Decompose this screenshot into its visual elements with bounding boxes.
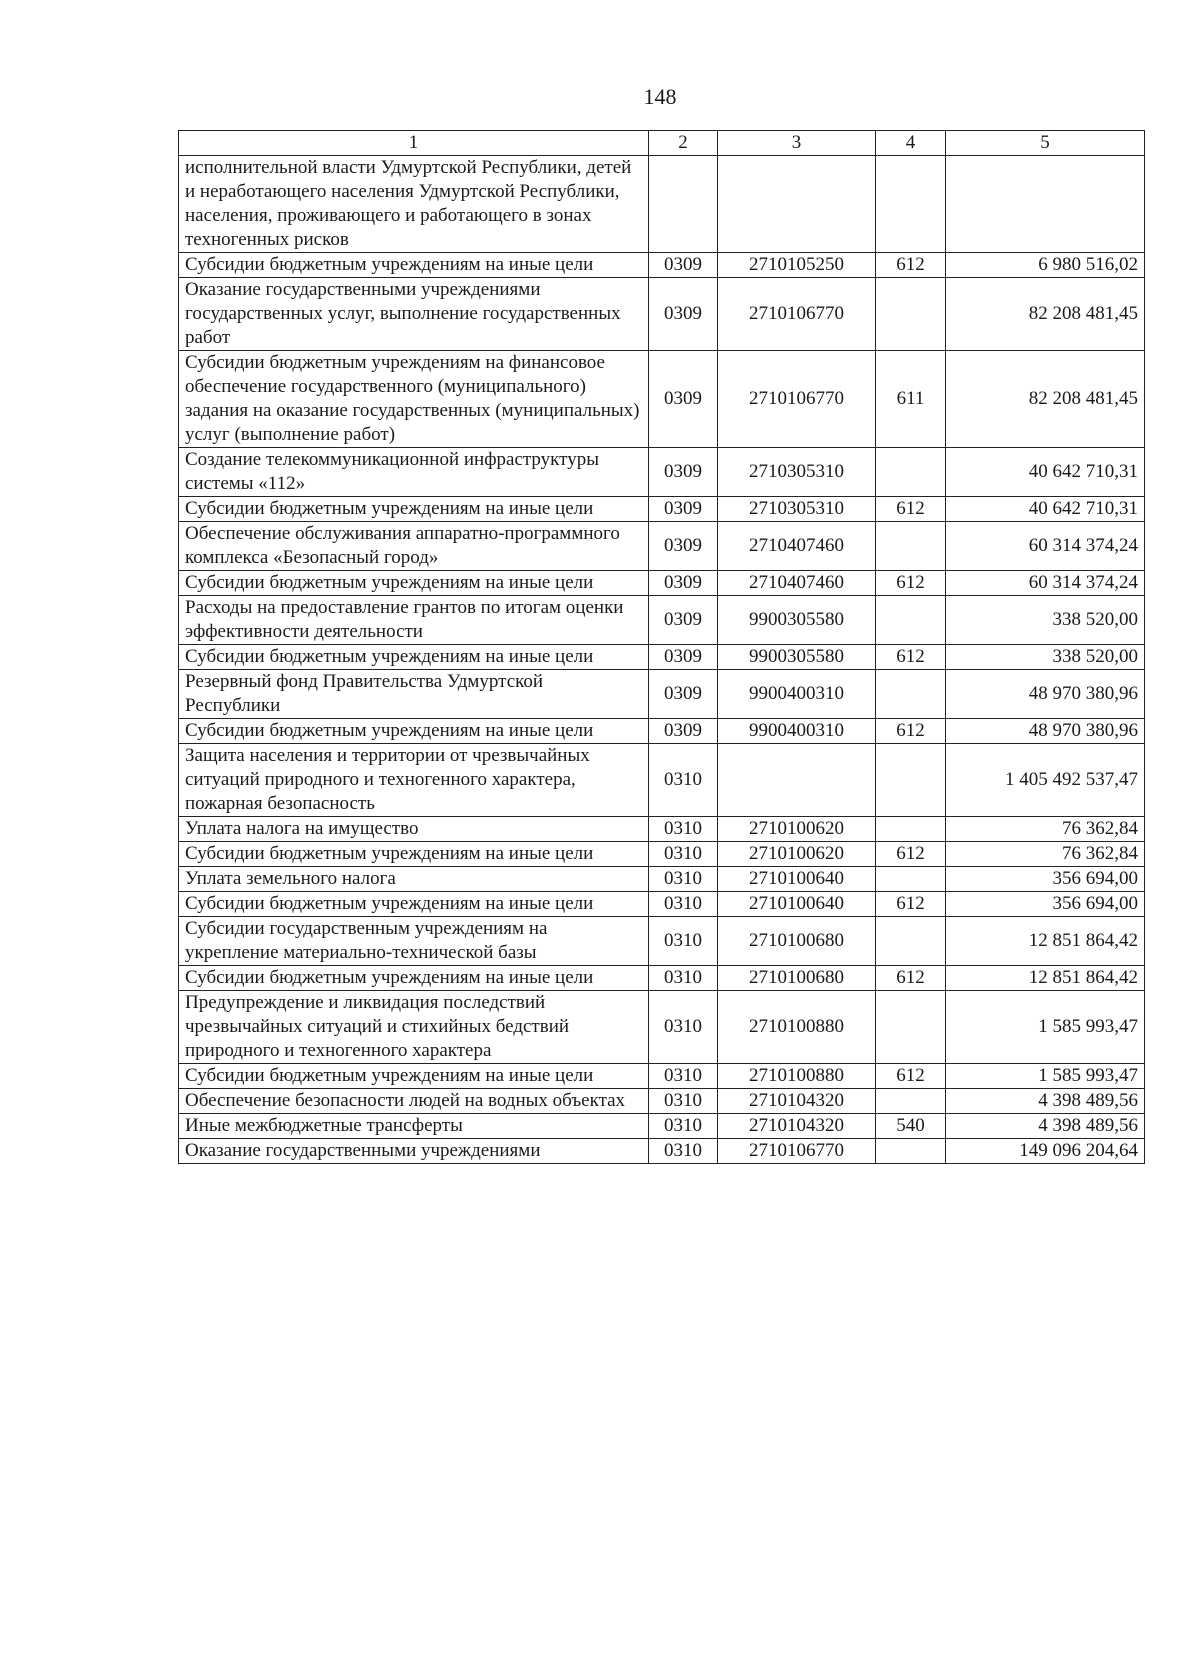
expense-name-cell: Обеспечение безопасности людей на водных объектах bbox=[179, 1089, 649, 1114]
amount-cell: 356 694,00 bbox=[946, 892, 1145, 917]
expense-type-cell: 612 bbox=[876, 253, 946, 278]
expense-type-cell: 612 bbox=[876, 645, 946, 670]
table-row bbox=[179, 670, 1145, 719]
section-code-cell: 0310 bbox=[649, 1139, 718, 1164]
table-row bbox=[179, 817, 1145, 842]
table-row bbox=[179, 744, 1145, 817]
target-article-cell: 2710100680 bbox=[718, 966, 876, 991]
page-number: 148 bbox=[643, 84, 677, 109]
amount-cell: 60 314 374,24 bbox=[946, 522, 1145, 571]
expense-name-cell: Субсидии бюджетным учреждениям на иные цели bbox=[179, 645, 649, 670]
amount-cell: 1 405 492 537,47 bbox=[946, 744, 1145, 817]
amount-cell: 40 642 710,31 bbox=[946, 497, 1145, 522]
target-article-cell: 2710100640 bbox=[718, 867, 876, 892]
expense-type-cell bbox=[876, 670, 946, 719]
section-code-cell: 0309 bbox=[649, 497, 718, 522]
section-code-cell: 0310 bbox=[649, 817, 718, 842]
table-row bbox=[179, 351, 1145, 448]
section-code-cell: 0309 bbox=[649, 253, 718, 278]
table-row bbox=[179, 1089, 1145, 1114]
table-row bbox=[179, 645, 1145, 670]
budget-table bbox=[178, 130, 1145, 1164]
target-article-cell bbox=[718, 744, 876, 817]
expense-type-cell: 612 bbox=[876, 497, 946, 522]
table-row bbox=[179, 892, 1145, 917]
amount-cell: 1 585 993,47 bbox=[946, 1064, 1145, 1089]
table-row bbox=[179, 966, 1145, 991]
amount-cell: 12 851 864,42 bbox=[946, 966, 1145, 991]
amount-cell: 4 398 489,56 bbox=[946, 1089, 1145, 1114]
expense-type-cell bbox=[876, 596, 946, 645]
expense-type-cell: 612 bbox=[876, 719, 946, 744]
expense-type-cell bbox=[876, 817, 946, 842]
expense-name-cell: Предупреждение и ликвидация последствий чрезвычайных ситуаций и стихийных бедствий природного и техногенного характера bbox=[179, 991, 649, 1064]
expense-name-cell: Субсидии бюджетным учреждениям на иные цели bbox=[179, 719, 649, 744]
section-code-cell: 0310 bbox=[649, 892, 718, 917]
section-code-cell: 0310 bbox=[649, 1114, 718, 1139]
expense-name-cell: исполнительной власти Удмуртской Республики, детей и неработающего населения Удмуртской Республики, населения, проживающего и работающего в зонах техногенных рисков bbox=[179, 156, 649, 253]
target-article-cell: 2710100680 bbox=[718, 917, 876, 966]
expense-type-cell: 612 bbox=[876, 1064, 946, 1089]
amount-cell: 82 208 481,45 bbox=[946, 351, 1145, 448]
section-code-cell: 0309 bbox=[649, 522, 718, 571]
expense-name-cell: Уплата земельного налога bbox=[179, 867, 649, 892]
amount-cell: 76 362,84 bbox=[946, 817, 1145, 842]
expense-name-cell: Создание телекоммуникационной инфраструктуры системы «112» bbox=[179, 448, 649, 497]
expense-name-cell: Субсидии бюджетным учреждениям на иные цели bbox=[179, 1064, 649, 1089]
table-row bbox=[179, 719, 1145, 744]
table-row bbox=[179, 1139, 1145, 1164]
expense-type-cell bbox=[876, 522, 946, 571]
section-code-cell: 0309 bbox=[649, 670, 718, 719]
expense-name-cell: Субсидии бюджетным учреждениям на иные цели bbox=[179, 497, 649, 522]
amount-cell: 12 851 864,42 bbox=[946, 917, 1145, 966]
section-code-cell: 0310 bbox=[649, 1089, 718, 1114]
expense-type-cell bbox=[876, 867, 946, 892]
expense-name-cell: Субсидии бюджетным учреждениям на иные цели bbox=[179, 842, 649, 867]
target-article-cell: 9900400310 bbox=[718, 719, 876, 744]
section-code-cell: 0310 bbox=[649, 744, 718, 817]
expense-name-cell: Субсидии бюджетным учреждениям на иные цели bbox=[179, 571, 649, 596]
table-row bbox=[179, 917, 1145, 966]
table-row bbox=[179, 596, 1145, 645]
amount-cell: 149 096 204,64 bbox=[946, 1139, 1145, 1164]
column-header: 5 bbox=[946, 131, 1145, 156]
expense-name-cell: Расходы на предоставление грантов по итогам оценки эффективности деятельности bbox=[179, 596, 649, 645]
section-code-cell: 0310 bbox=[649, 966, 718, 991]
target-article-cell: 2710104320 bbox=[718, 1114, 876, 1139]
expense-name-cell: Защита населения и территории от чрезвычайных ситуаций природного и техногенного характера, пожарная безопасность bbox=[179, 744, 649, 817]
expense-type-cell: 612 bbox=[876, 892, 946, 917]
expense-name-cell: Оказание государственными учреждениями государственных услуг, выполнение государственных работ bbox=[179, 278, 649, 351]
target-article-cell: 2710106770 bbox=[718, 1139, 876, 1164]
amount-cell: 6 980 516,02 bbox=[946, 253, 1145, 278]
section-code-cell: 0309 bbox=[649, 351, 718, 448]
table-row bbox=[179, 156, 1145, 253]
expense-type-cell bbox=[876, 1139, 946, 1164]
target-article-cell: 2710100880 bbox=[718, 1064, 876, 1089]
expense-name-cell: Субсидии государственным учреждениям на укрепление материально-технической базы bbox=[179, 917, 649, 966]
target-article-cell: 9900305580 bbox=[718, 596, 876, 645]
expense-name-cell: Субсидии бюджетным учреждениям на финансовое обеспечение государственного (муниципального) задания на оказание государственных (муниципальных) услуг (выполнение работ) bbox=[179, 351, 649, 448]
target-article-cell: 2710305310 bbox=[718, 497, 876, 522]
table-row bbox=[179, 253, 1145, 278]
expense-type-cell: 612 bbox=[876, 842, 946, 867]
expense-type-cell bbox=[876, 278, 946, 351]
amount-cell: 48 970 380,96 bbox=[946, 670, 1145, 719]
target-article-cell: 2710305310 bbox=[718, 448, 876, 497]
expense-name-cell: Субсидии бюджетным учреждениям на иные цели bbox=[179, 892, 649, 917]
amount-cell: 338 520,00 bbox=[946, 645, 1145, 670]
table-row bbox=[179, 1114, 1145, 1139]
section-code-cell: 0309 bbox=[649, 278, 718, 351]
target-article-cell: 9900305580 bbox=[718, 645, 876, 670]
section-code-cell: 0310 bbox=[649, 917, 718, 966]
expense-name-cell: Оказание государственными учреждениями bbox=[179, 1139, 649, 1164]
section-code-cell bbox=[649, 156, 718, 253]
section-code-cell: 0310 bbox=[649, 842, 718, 867]
section-code-cell: 0310 bbox=[649, 1064, 718, 1089]
amount-cell: 40 642 710,31 bbox=[946, 448, 1145, 497]
section-code-cell: 0309 bbox=[649, 645, 718, 670]
target-article-cell: 2710100620 bbox=[718, 817, 876, 842]
table-header-row bbox=[179, 131, 1145, 156]
target-article-cell bbox=[718, 156, 876, 253]
amount-cell: 356 694,00 bbox=[946, 867, 1145, 892]
table-row bbox=[179, 991, 1145, 1064]
expense-name-cell: Иные межбюджетные трансферты bbox=[179, 1114, 649, 1139]
expense-name-cell: Субсидии бюджетным учреждениям на иные цели bbox=[179, 253, 649, 278]
target-article-cell: 2710106770 bbox=[718, 278, 876, 351]
section-code-cell: 0310 bbox=[649, 867, 718, 892]
expense-name-cell: Обеспечение обслуживания аппаратно-программного комплекса «Безопасный город» bbox=[179, 522, 649, 571]
amount-cell: 48 970 380,96 bbox=[946, 719, 1145, 744]
amount-cell: 82 208 481,45 bbox=[946, 278, 1145, 351]
section-code-cell: 0310 bbox=[649, 991, 718, 1064]
expense-type-cell bbox=[876, 917, 946, 966]
expense-name-cell: Субсидии бюджетным учреждениям на иные цели bbox=[179, 966, 649, 991]
expense-type-cell: 612 bbox=[876, 571, 946, 596]
target-article-cell: 2710407460 bbox=[718, 571, 876, 596]
column-header: 3 bbox=[718, 131, 876, 156]
column-header: 1 bbox=[179, 131, 649, 156]
amount-cell: 60 314 374,24 bbox=[946, 571, 1145, 596]
target-article-cell: 9900400310 bbox=[718, 670, 876, 719]
table-row bbox=[179, 842, 1145, 867]
expense-name-cell: Резервный фонд Правительства Удмуртской Республики bbox=[179, 670, 649, 719]
expense-type-cell bbox=[876, 448, 946, 497]
expense-type-cell: 611 bbox=[876, 351, 946, 448]
target-article-cell: 2710407460 bbox=[718, 522, 876, 571]
expense-type-cell: 612 bbox=[876, 966, 946, 991]
amount-cell: 76 362,84 bbox=[946, 842, 1145, 867]
table-row bbox=[179, 497, 1145, 522]
expense-type-cell bbox=[876, 156, 946, 253]
column-header: 2 bbox=[649, 131, 718, 156]
amount-cell: 4 398 489,56 bbox=[946, 1114, 1145, 1139]
amount-cell: 338 520,00 bbox=[946, 596, 1145, 645]
section-code-cell: 0309 bbox=[649, 719, 718, 744]
expense-type-cell bbox=[876, 1089, 946, 1114]
table-row bbox=[179, 522, 1145, 571]
target-article-cell: 2710106770 bbox=[718, 351, 876, 448]
table-row bbox=[179, 867, 1145, 892]
target-article-cell: 2710104320 bbox=[718, 1089, 876, 1114]
column-header: 4 bbox=[876, 131, 946, 156]
target-article-cell: 2710100640 bbox=[718, 892, 876, 917]
target-article-cell: 2710100880 bbox=[718, 991, 876, 1064]
target-article-cell: 2710105250 bbox=[718, 253, 876, 278]
section-code-cell: 0309 bbox=[649, 448, 718, 497]
expense-type-cell: 540 bbox=[876, 1114, 946, 1139]
amount-cell bbox=[946, 156, 1145, 253]
table-row bbox=[179, 571, 1145, 596]
table-row bbox=[179, 278, 1145, 351]
expense-type-cell bbox=[876, 991, 946, 1064]
section-code-cell: 0309 bbox=[649, 596, 718, 645]
expense-name-cell: Уплата налога на имущество bbox=[179, 817, 649, 842]
target-article-cell: 2710100620 bbox=[718, 842, 876, 867]
table-row bbox=[179, 448, 1145, 497]
expense-type-cell bbox=[876, 744, 946, 817]
section-code-cell: 0309 bbox=[649, 571, 718, 596]
table-row bbox=[179, 1064, 1145, 1089]
amount-cell: 1 585 993,47 bbox=[946, 991, 1145, 1064]
table-body bbox=[179, 156, 1145, 1164]
